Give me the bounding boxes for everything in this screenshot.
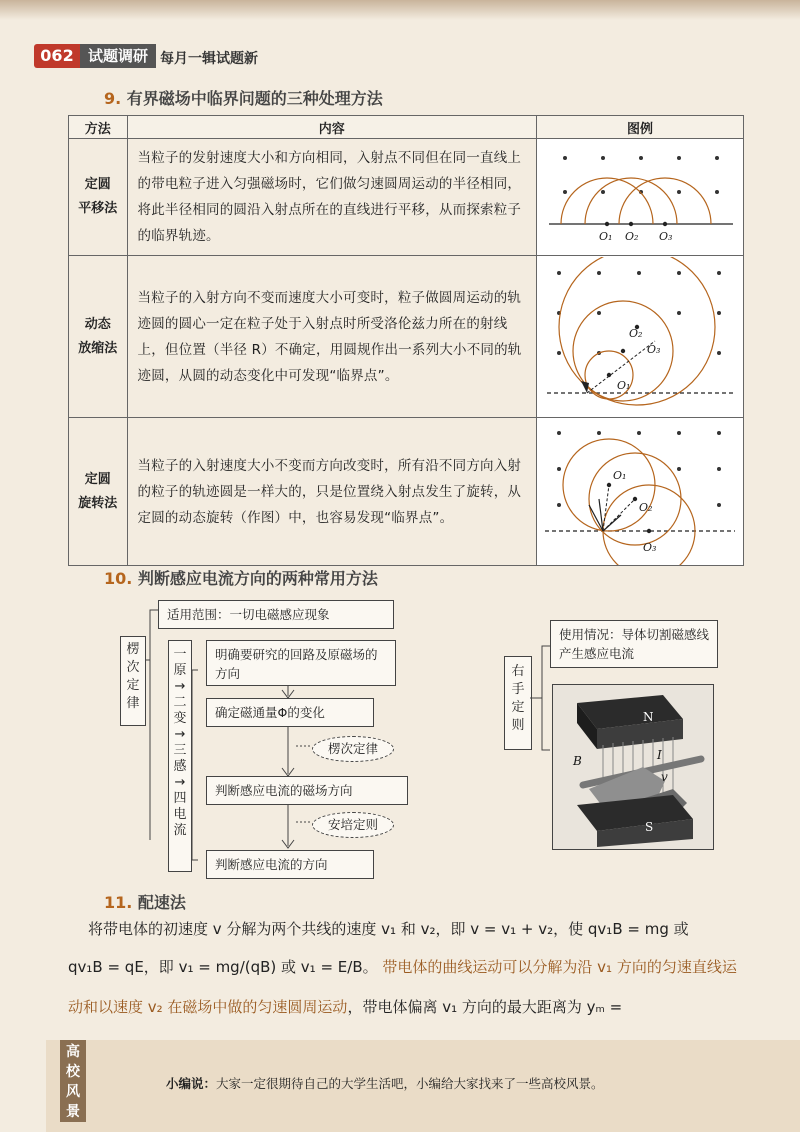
section-9-heading: 有界磁场中临界问题的三种处理方法 [126, 89, 383, 108]
sec11-formula: qv₁B = qE，即 v₁ = mg/(qB) 或 v₁ = E/B。 [68, 958, 378, 976]
footer-label: 小编说： [166, 1076, 217, 1091]
method-content: 当粒子的入射速度大小不变而方向改变时，所有沿不同方向入射的粒子的轨迹圆是一样大的，只是位置绕入射点发生了旋转，从定圆的动态旋转（作图）中，也容易发现“临界点”。 [127, 418, 536, 566]
label-north: N [643, 710, 654, 724]
tool-ampere-rule: 安培定则 [312, 812, 394, 838]
header-subtitle: 每月一辑试题新 [160, 51, 258, 67]
figure-dynamic-scaling [536, 256, 743, 418]
sec11-line-3 [68, 990, 758, 1024]
method-name: 动态 放缩法 [69, 256, 128, 418]
label-o3: O₃ [658, 230, 673, 243]
table-header-row [69, 116, 744, 139]
section-category: 试题调研 [80, 44, 156, 68]
label-south: S [645, 820, 654, 834]
sec11-line-1: 将带电体的初速度 v 分解为两个共线的速度 v₁ 和 v₂，即 v = v₁ + v₂，使 qv₁B = mg 或 [88, 920, 689, 938]
method-table [68, 115, 744, 566]
method-content: 当粒子的发射速度大小和方向相同，入射点不同但在同一直线上的带电粒子进入匀强磁场时，它们做匀速圆周运动的半径相同，将此半径相同的圆沿入射点所在的直线进行平移，从而探索粒子的临界轨迹。 [127, 139, 536, 256]
section-10-title [104, 566, 378, 589]
label-o1: O₁ [612, 468, 627, 482]
figure-translate-circle [536, 139, 743, 256]
label-o2: O₂ [628, 326, 643, 340]
lenz-scope: 适用范围：一切电磁感应现象 [158, 600, 394, 629]
sec11-highlight-2: 动和以速度 v₂ 在磁场中做的匀速圆周运动 [68, 998, 348, 1016]
method-content: 当粒子的入射方向不变而速度大小可变时，粒子做圆周运动的轨迹圆的圆心一定在粒子处于入射点时所受洛伦兹力所在的射线上，但位置（半径 R）不确定，用圆规作出一系列大小不同的轨迹圆，从圆的动态变化中可发现“临界点”。 [127, 256, 536, 418]
section-9-title [104, 86, 383, 109]
table-row [69, 139, 744, 256]
lenz-step-2: 确定磁通量Φ的变化 [206, 698, 374, 727]
section-11-number: 11. [104, 893, 133, 912]
col-figure: 图例 [536, 116, 743, 139]
lenz-steps-mnemonic: 一原→二变→三感→四电流 [168, 640, 192, 872]
label-o1: O₁ [616, 378, 631, 392]
figure-rotating-circle [536, 418, 743, 566]
page-number: 062 [34, 44, 80, 68]
footer-tag: 高校风景 [60, 1040, 86, 1122]
page-top-shadow [0, 0, 800, 20]
section-11-title [104, 890, 186, 913]
label-velocity: v [661, 770, 668, 784]
sec11-tail: ，带电体偏离 v₁ 方向的最大距离为 yₘ = [347, 998, 623, 1016]
lenz-step-3: 判断感应电流的磁场方向 [206, 776, 408, 805]
right-hand-figure [552, 684, 714, 850]
right-hand-usage: 使用情况：导体切割磁感线产生感应电流 [550, 620, 718, 668]
lenz-step-1: 明确要研究的回路及原磁场的方向 [206, 640, 396, 686]
col-method: 方法 [69, 116, 128, 139]
section-9-number: 9. [104, 89, 122, 108]
label-o3: O₃ [646, 342, 661, 356]
lenz-step-4: 判断感应电流的方向 [206, 850, 374, 879]
section-10-heading: 判断感应电流方向的两种常用方法 [137, 569, 378, 588]
label-o1: O₁ [598, 230, 613, 243]
section-11-heading: 配速法 [137, 893, 186, 912]
sec11-line-2 [68, 950, 758, 984]
table-row [69, 256, 744, 418]
label-current: I [657, 748, 662, 762]
sec11-highlight-1: 带电体的曲线运动可以分解为沿 v₁ 方向的匀速直线运 [382, 958, 737, 976]
table-row [69, 418, 744, 566]
method-name: 定圆 平移法 [69, 139, 128, 256]
label-o2: O₂ [638, 500, 653, 514]
col-content: 内容 [127, 116, 536, 139]
section-10-number: 10. [104, 569, 133, 588]
footer-banner [46, 1040, 800, 1132]
label-o3: O₃ [642, 540, 657, 554]
label-o2: O₂ [624, 230, 639, 243]
lenz-law-label: 楞次定律 [120, 636, 146, 726]
footer-text [166, 1074, 604, 1092]
footer-message: 大家一定很期待自己的大学生活吧，小编给大家找来了一些高校风景。 [216, 1076, 604, 1091]
tool-lenz-law: 楞次定律 [312, 736, 394, 762]
method-name: 定圆 旋转法 [69, 418, 128, 566]
label-b-field: B [573, 754, 582, 768]
right-hand-rule-label: 右手定则 [504, 656, 532, 750]
